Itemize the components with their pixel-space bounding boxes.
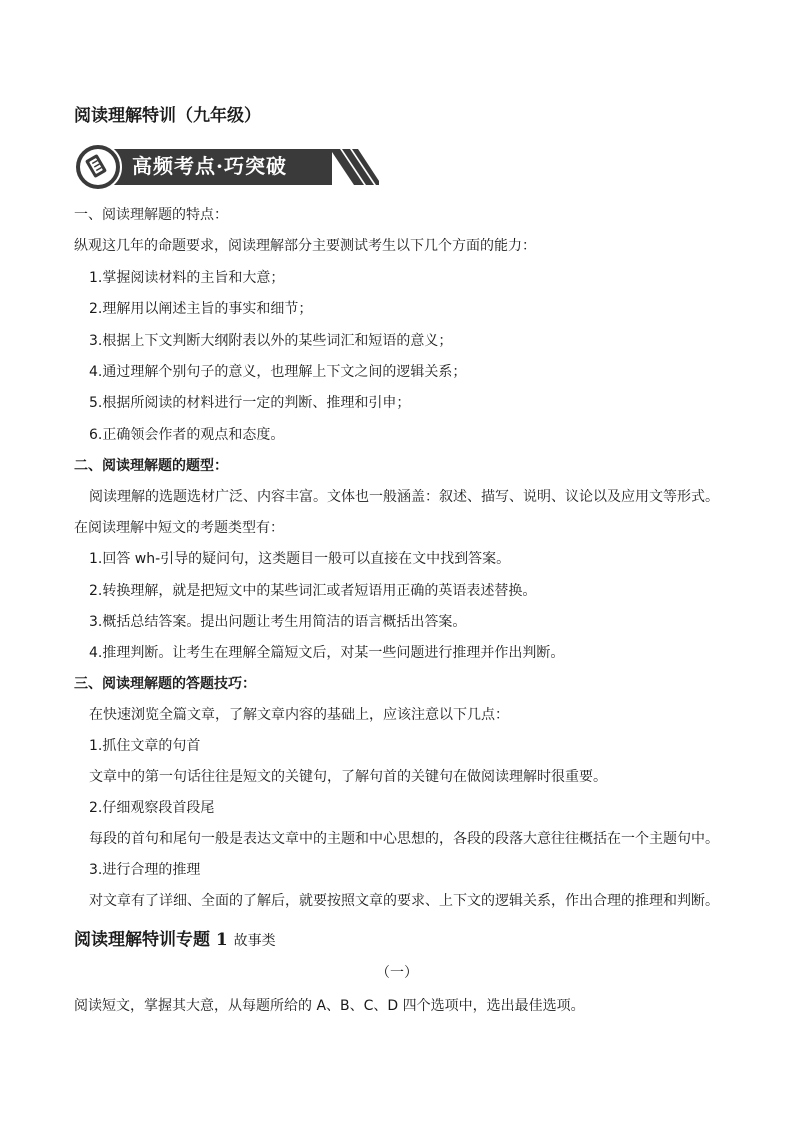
tip-body: 文章中的第一句话往往是短文的关键句，了解句首的关键句在做阅读理解时很重要。 <box>89 769 607 785</box>
part-label: （一） <box>376 965 418 981</box>
tip-title: 2.仔细观察段首段尾 <box>89 800 215 816</box>
section2-paragraph: 在阅读理解中短文的考题类型有： <box>74 520 284 536</box>
section1-item: 5.根据所阅读的材料进行一定的判断、推理和引申； <box>89 395 411 411</box>
topic-heading <box>74 929 276 952</box>
section1-item: 3.根据上下文判断大纲附表以外的某些词汇和短语的意义； <box>89 333 453 349</box>
section3-intro: 在快速浏览全篇文章，了解文章内容的基础上，应该注意以下几点： <box>89 707 509 723</box>
section2-item: 3.概括总结答案。提出问题让考生用简洁的语言概括出答案。 <box>89 614 467 630</box>
tip-body: 对文章有了详细、全面的了解后，就要按照文章的要求、上下文的逻辑关系，作出合理的推理和判断。 <box>89 893 719 909</box>
topic-subtitle: 故事类 <box>233 933 276 949</box>
reading-instruction: 阅读短文，掌握其大意，从每题所给的 A、B、C、D 四个选项中，选出最佳选项。 <box>74 998 585 1014</box>
topic-title: 阅读理解特训专题 1 <box>74 930 228 950</box>
banner-title: 高频考点·巧突破 <box>132 154 287 178</box>
section2-item: 2.转换理解，就是把短文中的某些词汇或者短语用正确的英语表述替换。 <box>89 583 537 599</box>
section1-heading: 一、阅读理解题的特点： <box>74 207 228 223</box>
section2-heading: 二、阅读理解题的题型： <box>74 458 228 474</box>
section-banner <box>74 143 379 191</box>
section2-item: 1.回答 wh-引导的疑问句，这类题目一般可以直接在文中找到答案。 <box>89 551 511 567</box>
section1-item: 4.通过理解个别句子的意义，也理解上下文之间的逻辑关系； <box>89 364 467 380</box>
tip-title: 1.抓住文章的句首 <box>89 738 201 754</box>
document-title: 阅读理解特训（九年级） <box>74 106 261 126</box>
section3-heading: 三、阅读理解题的答题技巧： <box>74 676 256 692</box>
section1-intro: 纵观这几年的命题要求，阅读理解部分主要测试考生以下几个方面的能力： <box>74 238 536 254</box>
section1-item: 6.正确领会作者的观点和态度。 <box>89 427 285 443</box>
section2-item: 4.推理判断。让考生在理解全篇短文后，对某一些问题进行推理并作出判断。 <box>89 645 565 661</box>
section1-item: 2.理解用以阐述主旨的事实和细节； <box>89 301 313 317</box>
section1-item: 1.掌握阅读材料的主旨和大意； <box>89 270 285 286</box>
tip-title: 3.进行合理的推理 <box>89 862 201 878</box>
section2-paragraph: 阅读理解的选题选材广泛、内容丰富。文体也一般涵盖：叙述、描写、说明、议论以及应用文等形式。 <box>89 489 719 505</box>
tip-body: 每段的首句和尾句一般是表达文章中的主题和中心思想的，各段的段落大意往往概括在一个主题句中。 <box>89 831 719 847</box>
